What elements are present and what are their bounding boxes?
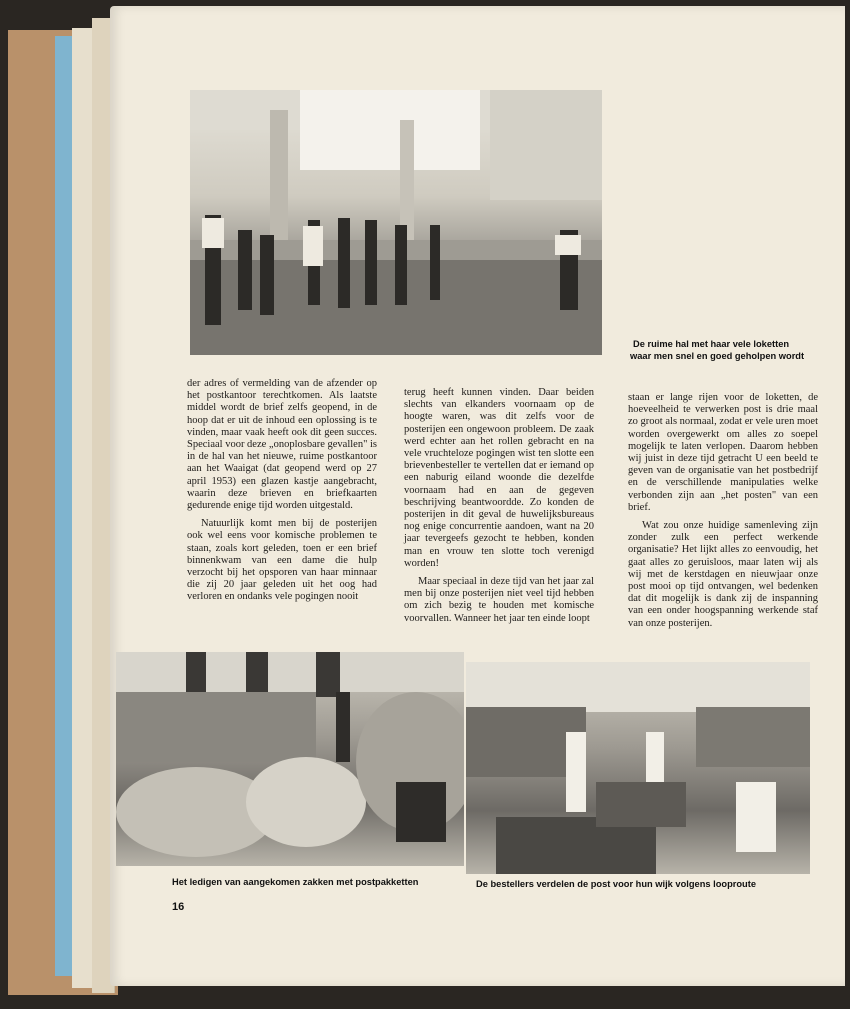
hall-photo-illustration [190, 90, 602, 355]
text-column-2 [404, 387, 594, 631]
top-photo-caption-line1: De ruime hal met haar vele loketten [633, 339, 790, 349]
col2-paragraph-2: Maar speciaal in deze tijd van het jaar zal men bij onze posterijen niet veel tijd hebben om zich bezig te houden met komische voorvallen. Wanneer het jaar ten einde loopt [404, 576, 594, 624]
parcel-bags-photo [116, 652, 464, 866]
parcel-bags-illustration [116, 652, 464, 866]
col2-paragraph-1: terug heeft kunnen vinden. Daar beiden slechts van elkanders voornaam op de hoogte waren, was dit zelfs voor de posterijen een ongewoon probleem. De zaak werd echter aan het rollen gebracht en na vele vruchteloze pogingen wist ten slotte een brievenbesteller te vertellen dat er iemand op een naburig eiland woonde die dezelfde voornaam had en aan de gegeven beschrijving beantwoordde. Zo konden de posterijen in dit geval de huwelijksbureaus nog enige concurrentie aandoen, want na 20 jaar tevergeefs gezocht te hebben, konden man en vrouw ten slotte toch verenigd worden! [404, 387, 594, 569]
mail-sorting-illustration [466, 662, 810, 874]
top-photo-caption-line2: waar men snel en goed geholpen wordt [630, 351, 805, 361]
bottom-left-caption: Het ledigen van aangekomen zakken met postpakketten [172, 877, 419, 887]
text-column-1 [187, 378, 377, 610]
post-office-hall-photo [190, 90, 602, 355]
bottom-right-caption: De bestellers verdelen de post voor hun wijk volgens looproute [476, 879, 757, 889]
col3-paragraph-1: staan er lange rijen voor de loketten, de hoeveelheid te verwerken post is drie maal zo groot als normaal, zodat er vele uren moet worden overgewerkt om alles zo soepel mogelijk te laten verlopen. Daarom hebben wij juist in deze tijd getracht U een beeld te geven van de organisatie van het postbedrijf en de verschillende manipulaties welke verbonden zijn aan „het posten" van een brief. [628, 392, 818, 513]
mail-sorting-photo [466, 662, 810, 874]
col3-paragraph-2: Wat zou onze huidige samenleving zijn zonder zulk een perfect werkende organisatie? Het lijkt alles zo eenvoudig, het gaat alles zo geruisloos, maar laten wij als wij met de kerstdagen en nieuwjaar onze post mooi op tijd ontvangen, wel bedenken dat dit mogelijk is dank zij de inspanning van een onder hoogspanning werkende staf van onze posterijen. [628, 520, 818, 629]
col1-paragraph-1: der adres of vermelding van de afzender op het postkantoor terechtkomen. Als laatste middel wordt de brief zelfs geopend, in de hoop dat er uit de inhoud een oplossing is te vinden, maar vaak heeft ook dit geen succes. Speciaal voor deze „onoplosbare gevallen" is in de hal van het nieuwe, ruime postkantoor aan het Waaigat (dat geopend werd op 27 april 1953) een glazen kastje aangebracht, waarin deze brieven en briefkaarten gedurende enige tijd worden uitgestald. [187, 378, 378, 512]
magazine-page [110, 6, 845, 986]
page-number: 16 [172, 901, 185, 913]
col1-paragraph-2: Natuurlijk komt men bij de posterijen ook wel eens voor komische problemen te staan, zoals kort geleden, toen er een brief binnenkwam van een dame die hulp verzocht bij het opsporen van haar minnaar die zij 20 jaar geleden uit het oog had verloren en ondanks vele pogingen nooit [187, 518, 377, 603]
text-column-3 [628, 392, 818, 636]
